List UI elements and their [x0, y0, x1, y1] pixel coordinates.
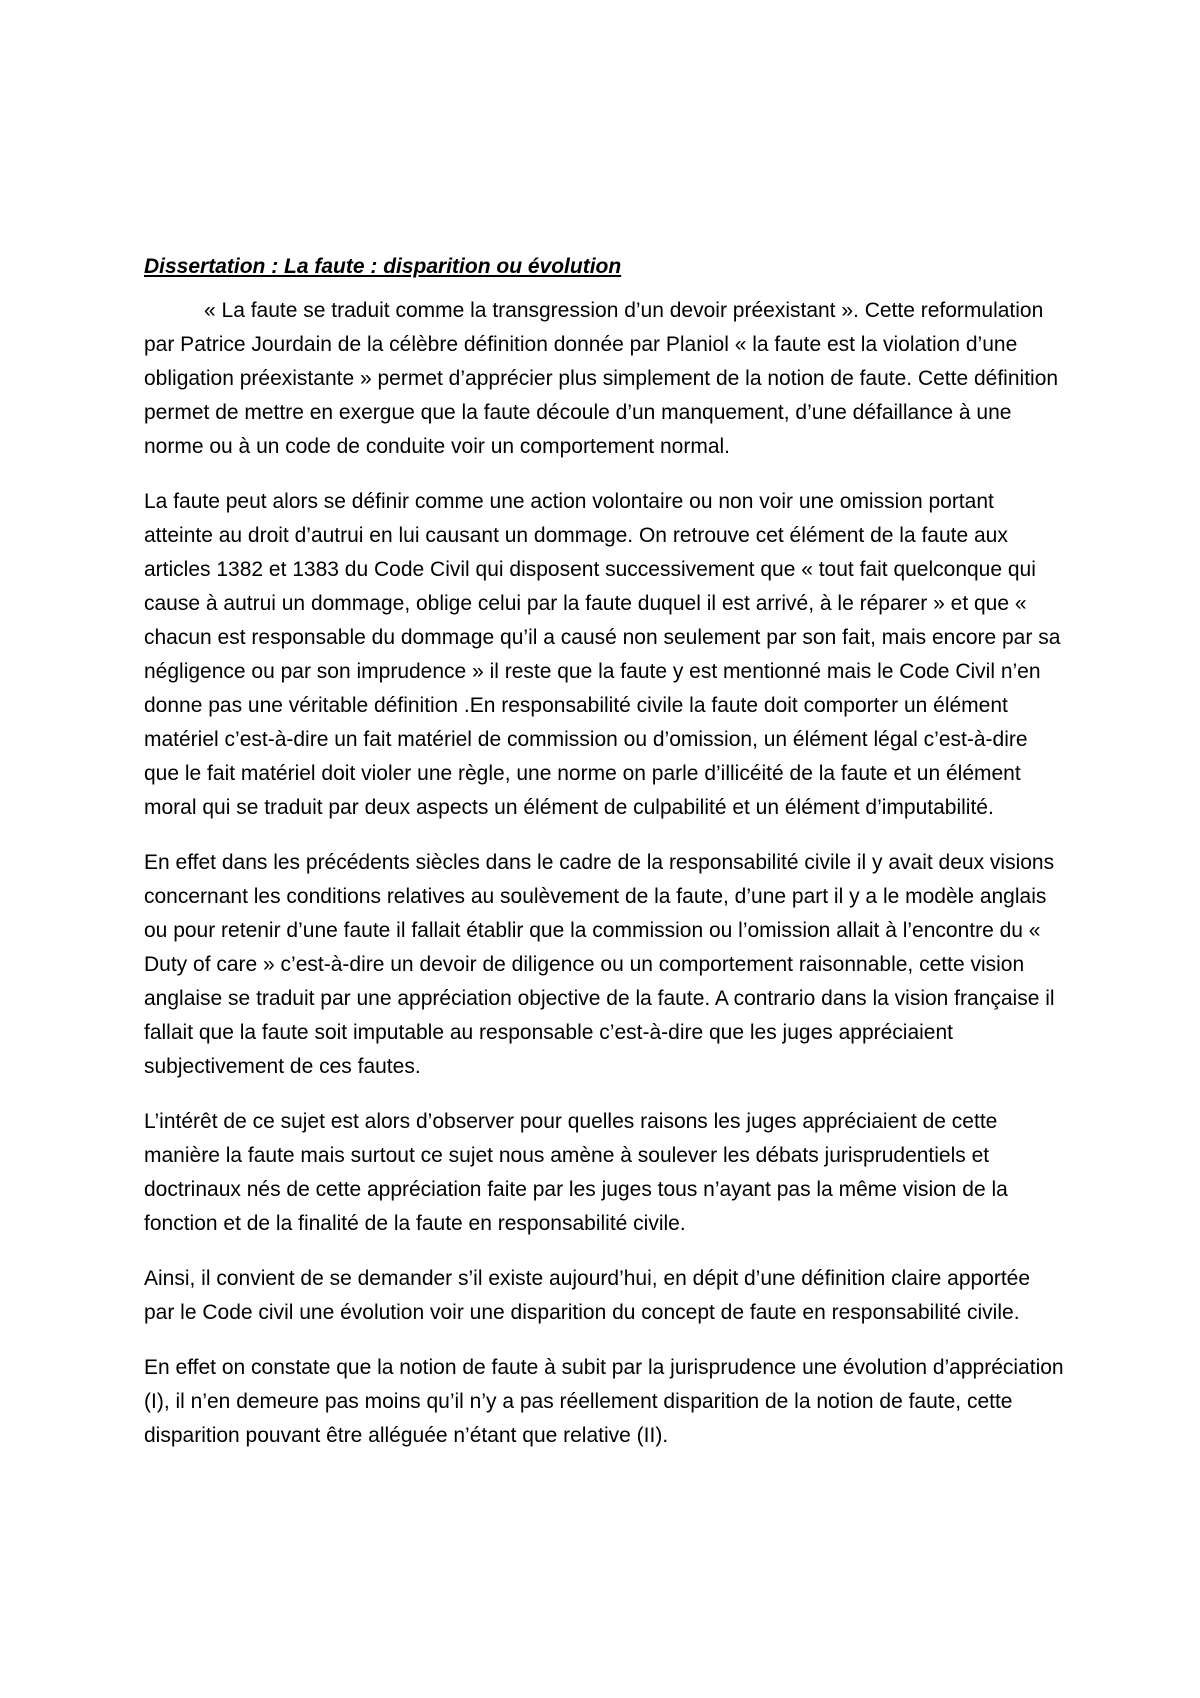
paragraph-interest: L’intérêt de ce sujet est alors d’observer pour quelles raisons les juges appréciaient de cette manière la faute mais surtout ce sujet nous amène à soulever les débats jurisprudentiels et doctrinaux nés de cette appréciation faite par les juges tous n’ayant pas la même vision de la fonction et de la finalité de la faute en responsabilité civile.	[144, 1110, 1008, 1235]
paragraph-historical-visions: En effet dans les précédents siècles dans le cadre de la responsabilité civile il y avait deux visions concernant les conditions relatives au soulèvement de la faute, d’une part il y a le modèle anglais ou pour retenir d’une faute il fallait établir que la commission ou l’omission allait à l’encontre du « Duty of care » c’est-à-dire un devoir de diligence ou un comportement raisonnable, cette vision anglaise se traduit par une appréciation objective de la faute. A contrario dans la vision française il fallait que la faute soit imputable au responsable c’est-à-dire que les juges appréciaient subjectivement de ces fautes.	[144, 851, 1055, 1078]
paragraph-introduction: « La faute se traduit comme la transgression d’un devoir préexistant ». Cette reformulation par Patrice Jourdain de la célèbre définition donnée par Planiol « la faute est la violation d’une obligation préexistante » permet d’apprécier plus simplement de la notion de faute. Cette définition permet de mettre en exergue que la faute découle d’un manquement, d’une défaillance à une norme ou à un code de conduite voir un comportement normal.	[144, 299, 1059, 458]
paragraph-definition: La faute peut alors se définir comme une action volontaire ou non voir une omission portant atteinte au droit d’autrui en lui causant un dommage. On retrouve cet élément de la faute aux articles 1382 et 1383 du Code Civil qui disposent successivement que « tout fait quelconque qui cause à autrui un dommage, oblige celui par la faute duquel il est arrivé, à le réparer » et que « chacun est responsable du dommage qu’il a causé non seulement par son fait, mais encore par sa négligence ou par son imprudence » il reste que la faute y est mentionné mais le Code Civil n’en donne pas une véritable définition .En responsabilité civile la faute doit comporter un élément matériel c’est-à-dire un fait matériel de commission ou d’omission, un élément légal c’est-à-dire que le fait matériel doit violer une règle, une norme on parle d’illicéité de la faute et un élément moral qui se traduit par deux aspects un élément de culpabilité et un élément d’imputabilité.	[144, 490, 1061, 819]
paragraph-problematic: Ainsi, il convient de se demander s’il existe aujourd’hui, en dépit d’une définition claire apportée par le Code civil une évolution voir une disparition du concept de faute en responsabilité civile.	[144, 1267, 1031, 1324]
document-body	[144, 250, 1064, 1474]
document-title: Dissertation : La faute : disparition ou évolution	[144, 255, 622, 278]
paragraph-plan-announcement: En effet on constate que la notion de faute à subit par la jurisprudence une évolution d’appréciation (I), il n’en demeure pas moins qu’il n’y a pas réellement disparition de la notion de faute, cette disparition pouvant être alléguée n’étant que relative (II).	[144, 1356, 1064, 1447]
